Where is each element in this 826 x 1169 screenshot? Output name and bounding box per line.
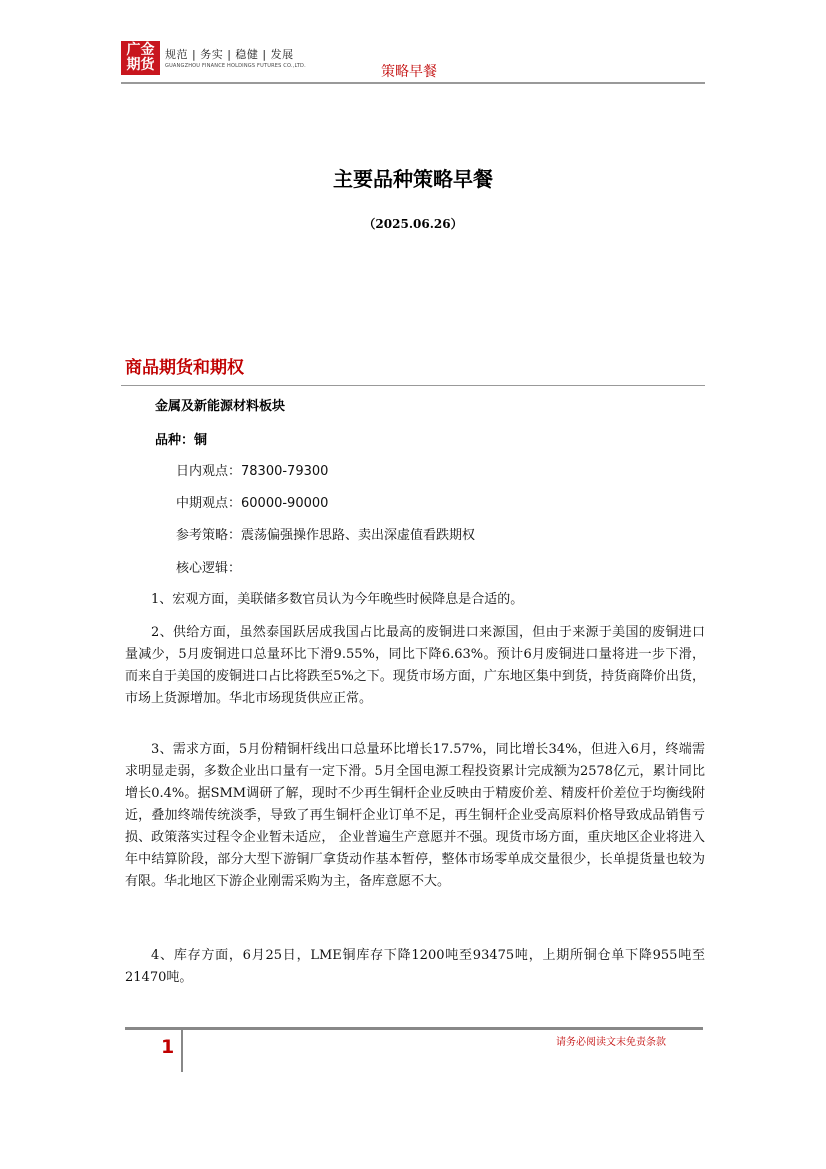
page-number: 1	[161, 1036, 175, 1058]
paragraph-inventory: 4、库存方面，6月25日，LME铜库存下降1200吨至93475吨，上期所铜仓单下降955吨至21470吨。	[125, 948, 705, 985]
disclaimer-note: 请务必阅读文末免责条款	[556, 1037, 666, 1048]
company-logo	[121, 41, 160, 75]
midterm-view: 中期观点：60000-90000	[176, 496, 329, 511]
page-title: 主要品种策略早餐	[333, 167, 493, 191]
report-date: （2025.06.26）	[363, 217, 463, 231]
core-logic-label: 核心逻辑：	[176, 561, 242, 576]
header-report-name: 策略早餐	[381, 64, 437, 80]
variety-label: 品种：铜	[155, 433, 208, 448]
footer-vertical-divider	[181, 1030, 183, 1072]
paragraph-macro: 1、宏观方面，美联储多数官员认为今年晚些时候降息是合适的。	[151, 592, 524, 607]
company-english-name: GUANGZHOU FINANCE HOLDINGS FUTURES CO.,LTD.	[165, 63, 306, 69]
logo-text-bottom: 期货	[126, 57, 155, 73]
logo-text-top: 广金	[126, 42, 155, 58]
section-divider	[121, 385, 705, 386]
reference-strategy: 参考策略：震荡偏强操作思路、卖出深虚值看跌期权	[176, 528, 476, 543]
sector-subtitle: 金属及新能源材料板块	[155, 399, 286, 414]
paragraph-supply: 2、供给方面，虽然泰国跃居成我国占比最高的废铜进口来源国，但由于来源于美国的废铜进口量减少，5月废铜进口总量环比下滑9.55%，同比下降6.63%。预计6月废铜进口量将进一步下滑，而来自于美国的废铜进口占比将跌至5%之下。现货市场方面，广东地区集中到货，持货商降价出货，市场上货源增加。华北市场现货供应正常。	[125, 625, 705, 706]
intraday-view: 日内观点：78300-79300	[176, 464, 329, 479]
section-title: 商品期货和期权	[125, 358, 244, 378]
header-divider	[121, 82, 705, 84]
footer-divider	[125, 1027, 703, 1030]
company-slogan: 规范 | 务实 | 稳健 | 发展	[165, 48, 294, 61]
paragraph-demand: 3、需求方面，5月份精铜杆线出口总量环比增长17.57%，同比增长34%，但进入6月，终端需求明显走弱，多数企业出口量有一定下滑。5月全国电源工程投资累计完成额为2578亿元，累计同比增长0.4%。据SMM调研了解，现时不少再生铜杆企业反映由于精废价差、精废杆价差位于均衡线附近，叠加终端传统淡季，导致了再生铜杆企业订单不足，再生铜杆企业受高原料价格导致成品销售亏损、政策落实过程令企业暂未适应， 企业普遍生产意愿并不强。现货市场方面，重庆地区企业将进入年中结算阶段，部分大型下游铜厂拿货动作基本暂停，整体市场零单成交量很少，长单提货量也较为有限。华北地区下游企业刚需采购为主，备库意愿不大。	[125, 742, 705, 889]
